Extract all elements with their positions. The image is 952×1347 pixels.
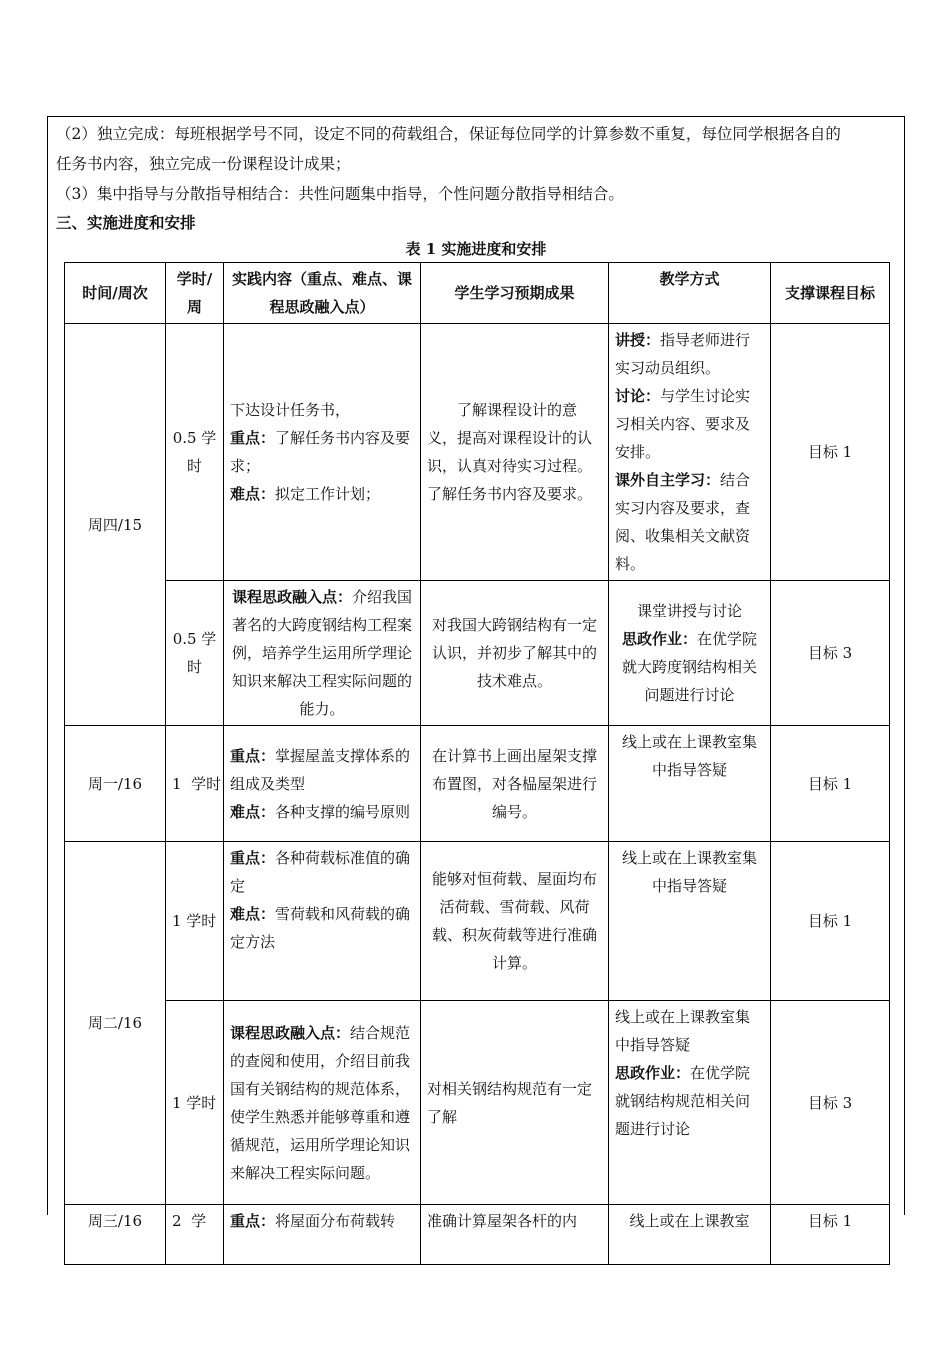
cell-content bbox=[224, 726, 421, 842]
table-row bbox=[65, 1001, 890, 1205]
homework-label: 思政作业： bbox=[621, 630, 697, 648]
cell-outcome: 准确计算屋架各杆的内 bbox=[421, 1205, 609, 1265]
cell-hours: 0.5 学时 bbox=[166, 324, 224, 581]
difficulty-label: 难点： bbox=[230, 905, 276, 923]
cell-goal: 目标 3 bbox=[771, 581, 890, 726]
ideology-label: 课程思政融入点： bbox=[230, 1023, 351, 1042]
table-row bbox=[65, 1205, 890, 1265]
content-difficulty bbox=[230, 798, 414, 826]
content-difficulty bbox=[230, 480, 414, 508]
cell-method bbox=[609, 324, 771, 581]
method-homework bbox=[615, 1059, 764, 1143]
table-row bbox=[65, 726, 890, 842]
cell-goal: 目标 1 bbox=[771, 1205, 890, 1265]
keypoint-text: 掌握屋盖支撑体系的组成及类型 bbox=[230, 746, 411, 793]
content-keypoint bbox=[230, 742, 414, 798]
cell-goal: 目标 1 bbox=[771, 842, 890, 1001]
difficulty-text: 各种支撑的编号原则 bbox=[275, 802, 411, 821]
content-keypoint bbox=[230, 844, 414, 900]
method-self-study-label: 课外自主学习： bbox=[615, 471, 721, 489]
table-header-row bbox=[65, 263, 890, 324]
method-discussion-label: 讨论： bbox=[615, 387, 661, 405]
table-row bbox=[65, 581, 890, 726]
cell-goal: 目标 3 bbox=[771, 1001, 890, 1205]
cell-outcome: 对我国大跨钢结构有一定认识，并初步了解其中的技术难点。 bbox=[421, 581, 609, 726]
keypoint-text: 了解任务书内容及要求； bbox=[230, 429, 411, 475]
cell-method bbox=[609, 1001, 771, 1205]
keypoint-text: 将屋面分布荷载转 bbox=[275, 1212, 396, 1230]
cell-week: 周二/16 bbox=[65, 842, 166, 1205]
cell-hours: 1 学时 bbox=[166, 1001, 224, 1205]
cell-hours: 0.5 学时 bbox=[166, 581, 224, 726]
keypoint-label: 重点： bbox=[230, 429, 276, 447]
method-homework bbox=[615, 625, 764, 709]
homework-text: 在优学院就钢结构规范相关问题进行讨论 bbox=[615, 1064, 751, 1138]
cell-outcome: 在计算书上画出屋架支撑布置图，对各榀屋架进行编号。 bbox=[421, 726, 609, 842]
cell-content bbox=[224, 581, 421, 726]
homework-text: 在优学院就大跨度钢结构相关问题进行讨论 bbox=[621, 630, 758, 704]
cell-method bbox=[609, 581, 771, 726]
homework-label: 思政作业： bbox=[615, 1064, 691, 1082]
method-discussion bbox=[615, 382, 764, 466]
method-self-study-text: 结合实习内容及要求，查阅、收集相关文献资料。 bbox=[615, 471, 751, 573]
header-goal: 支撑课程目标 bbox=[771, 263, 890, 324]
cell-method: 线上或在上课教室集中指导答疑 bbox=[609, 726, 771, 842]
section-heading: 三、实施进度和安排 bbox=[56, 213, 196, 232]
difficulty-label: 难点： bbox=[230, 802, 276, 821]
cell-hours: 1 学时 bbox=[166, 726, 224, 842]
intro-paragraph-2-line-1: （2）独立完成：每班根据学号不同，设定不同的荷载组合，保证每位同学的计算参数不重复，每位同学根据各自的 bbox=[56, 125, 841, 143]
header-content: 实践内容（重点、难点、课程思政融入点） bbox=[224, 263, 421, 324]
cell-hours: 2 学 bbox=[166, 1205, 224, 1265]
cell-hours: 1 学时 bbox=[166, 842, 224, 1001]
ideology-text: 介绍我国著名的大跨度钢结构工程案例，培养学生运用所学理论知识来解决工程实际问题的能力。 bbox=[231, 588, 413, 718]
schedule-table bbox=[64, 262, 890, 1265]
table-caption: 表 1 实施进度和安排 bbox=[405, 240, 547, 258]
header-method: 教学方式 bbox=[609, 263, 771, 324]
method-self-study bbox=[615, 466, 764, 578]
keypoint-label: 重点： bbox=[230, 849, 276, 867]
content-difficulty bbox=[230, 900, 414, 956]
cell-week: 周一/16 bbox=[65, 726, 166, 842]
cell-content bbox=[224, 842, 421, 1001]
keypoint-label: 重点： bbox=[230, 746, 276, 765]
intro-paragraph-3: （3）集中指导与分散指导相结合：共性问题集中指导，个性问题分散指导相结合。 bbox=[56, 185, 624, 203]
cell-outcome: 了解课程设计的意义，提高对课程设计的认识，认真对待实习过程。了解任务书内容及要求。 bbox=[421, 324, 609, 581]
cell-method: 线上或在上课教室 bbox=[609, 1205, 771, 1265]
cell-outcome: 对相关钢结构规范有一定了解 bbox=[421, 1001, 609, 1205]
header-hours: 学时/周 bbox=[166, 263, 224, 324]
keypoint-label: 重点： bbox=[230, 1212, 276, 1230]
method-text: 线上或在上课教室集中指导答疑 bbox=[615, 1008, 751, 1054]
cell-method: 线上或在上课教室集中指导答疑 bbox=[609, 842, 771, 1001]
cell-outcome: 能够对恒荷载、屋面均布活荷载、雪荷载、风荷载、积灰荷载等进行准确计算。 bbox=[421, 842, 609, 1001]
header-week: 时间/周次 bbox=[65, 263, 166, 324]
header-outcome: 学生学习预期成果 bbox=[421, 263, 609, 324]
cell-week: 周四/15 bbox=[65, 324, 166, 726]
ideology-label: 课程思政融入点： bbox=[231, 588, 352, 606]
cell-content bbox=[224, 324, 421, 581]
method-lecture bbox=[615, 326, 764, 382]
method-lecture-text: 指导老师进行实习动员组织。 bbox=[615, 331, 751, 377]
cell-week: 周三/16 bbox=[65, 1205, 166, 1265]
difficulty-text: 拟定工作计划； bbox=[275, 485, 381, 503]
keypoint-text: 各种荷载标准值的确定 bbox=[230, 849, 411, 895]
cell-content bbox=[224, 1205, 421, 1265]
cell-content bbox=[224, 1001, 421, 1205]
table-row bbox=[65, 842, 890, 1001]
ideology-text: 结合规范的查阅和使用，介绍目前我国有关钢结构的规范体系，使学生熟悉并能够尊重和遵循规范，运用所学理论知识来解决工程实际问题。 bbox=[230, 1023, 411, 1182]
method-lecture-label: 讲授： bbox=[615, 331, 661, 349]
difficulty-text: 雪荷载和风荷载的确定方法 bbox=[230, 905, 411, 951]
document-frame bbox=[47, 116, 905, 1230]
difficulty-label: 难点： bbox=[230, 485, 276, 503]
content-intro: 下达设计任务书， bbox=[230, 401, 351, 419]
table-row bbox=[65, 324, 890, 581]
method-text: 课堂讲授与讨论 bbox=[636, 602, 742, 620]
cell-goal: 目标 1 bbox=[771, 324, 890, 581]
content-keypoint bbox=[230, 424, 414, 480]
intro-paragraph-2-line-2: 任务书内容，独立完成一份课程设计成果； bbox=[56, 155, 351, 173]
method-discussion-text: 与学生讨论实习相关内容、要求及安排。 bbox=[615, 387, 751, 461]
cell-goal: 目标 1 bbox=[771, 726, 890, 842]
